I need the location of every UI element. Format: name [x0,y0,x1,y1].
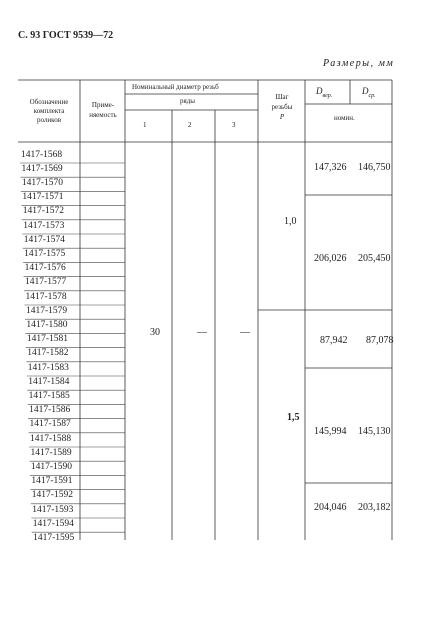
roller-set-code: 1417-1589 [30,447,72,458]
diameter-row1: 30 [150,327,160,338]
roller-set-code: 1417-1585 [28,390,70,401]
application-header: Приме- няемость [89,101,117,119]
pitch-value-2: 1,5 [287,412,300,423]
roller-set-code: 1417-1575 [24,248,66,259]
roller-set-code: 1417-1582 [27,348,69,359]
roller-set-code: 1417-1581 [26,334,69,345]
roller-set-code: 1417-1580 [26,319,68,330]
page-header: С. 93 ГОСТ 9539—72 [18,30,114,41]
nominal-diameter-header: Номинальный диаметр резьб [132,83,219,91]
diameter-row2: — [197,327,207,338]
roller-set-code: 1417-1578 [25,291,67,302]
roller-set-code: 1417-1583 [27,362,69,373]
d-cp-value: 203,182 [358,502,391,513]
row-number-2: 2 [188,121,192,129]
roller-set-code: 1417-1574 [23,234,65,245]
roller-set-code: 1417-1587 [29,419,71,430]
row-number-1: 1 [143,121,147,129]
nominal-label: номин. [334,114,355,122]
d-avg-value: 206,026 [314,253,347,264]
roller-set-code: 1417-1591 [31,476,73,487]
roller-set-code: 1417-1586 [29,405,71,416]
d-cp-value: 146,750 [358,162,391,173]
roller-set-code: 1417-1590 [30,461,73,472]
roller-set-code: 1417-1568 [21,149,63,160]
roller-set-code: 1417-1588 [30,433,72,444]
roller-set-code: 1417-1577 [25,277,67,288]
pitch-value-1: 1,0 [284,216,297,227]
roller-set-code: 1417-1592 [31,490,73,501]
pitch-header: Шаг резьбы P [271,93,293,121]
roller-set-code: 1417-1584 [28,376,70,387]
d-cp-value: 87,078 [366,335,394,346]
roller-set-code: 1417-1576 [24,263,66,274]
roller-set-code: 1417-1570 [21,177,64,188]
roller-set-code: 1417-1572 [22,206,64,217]
d-avg-value: 204,046 [314,502,347,513]
roller-set-code: 1417-1569 [21,163,63,174]
d-avg-value: 147,326 [314,162,347,173]
d-cp-value: 205,450 [358,253,391,264]
roller-set-code: 1417-1579 [25,305,68,316]
diameter-row3: — [240,327,250,338]
row-number-3: 3 [232,121,236,129]
roller-set-code: 1417-1573 [23,220,65,231]
roller-set-code: 1417-1593 [32,504,74,515]
d-avg-header: $D_{вер.}$ [316,86,333,99]
section-label: Размеры, мм [323,58,395,69]
designation-header: Обозначение комплекта роликов [29,98,69,124]
roller-set-code: 1417-1595 [33,532,75,543]
d-avg-value: 87,942 [320,335,348,346]
d-cp-header: $D_{ср.}$ [362,86,376,99]
roller-set-code: 1417-1571 [22,192,64,203]
d-cp-value: 145,130 [358,426,391,437]
d-avg-value: 145,994 [314,426,347,437]
rows-label: ряды [180,97,195,105]
roller-set-code: 1417-1594 [32,518,74,529]
